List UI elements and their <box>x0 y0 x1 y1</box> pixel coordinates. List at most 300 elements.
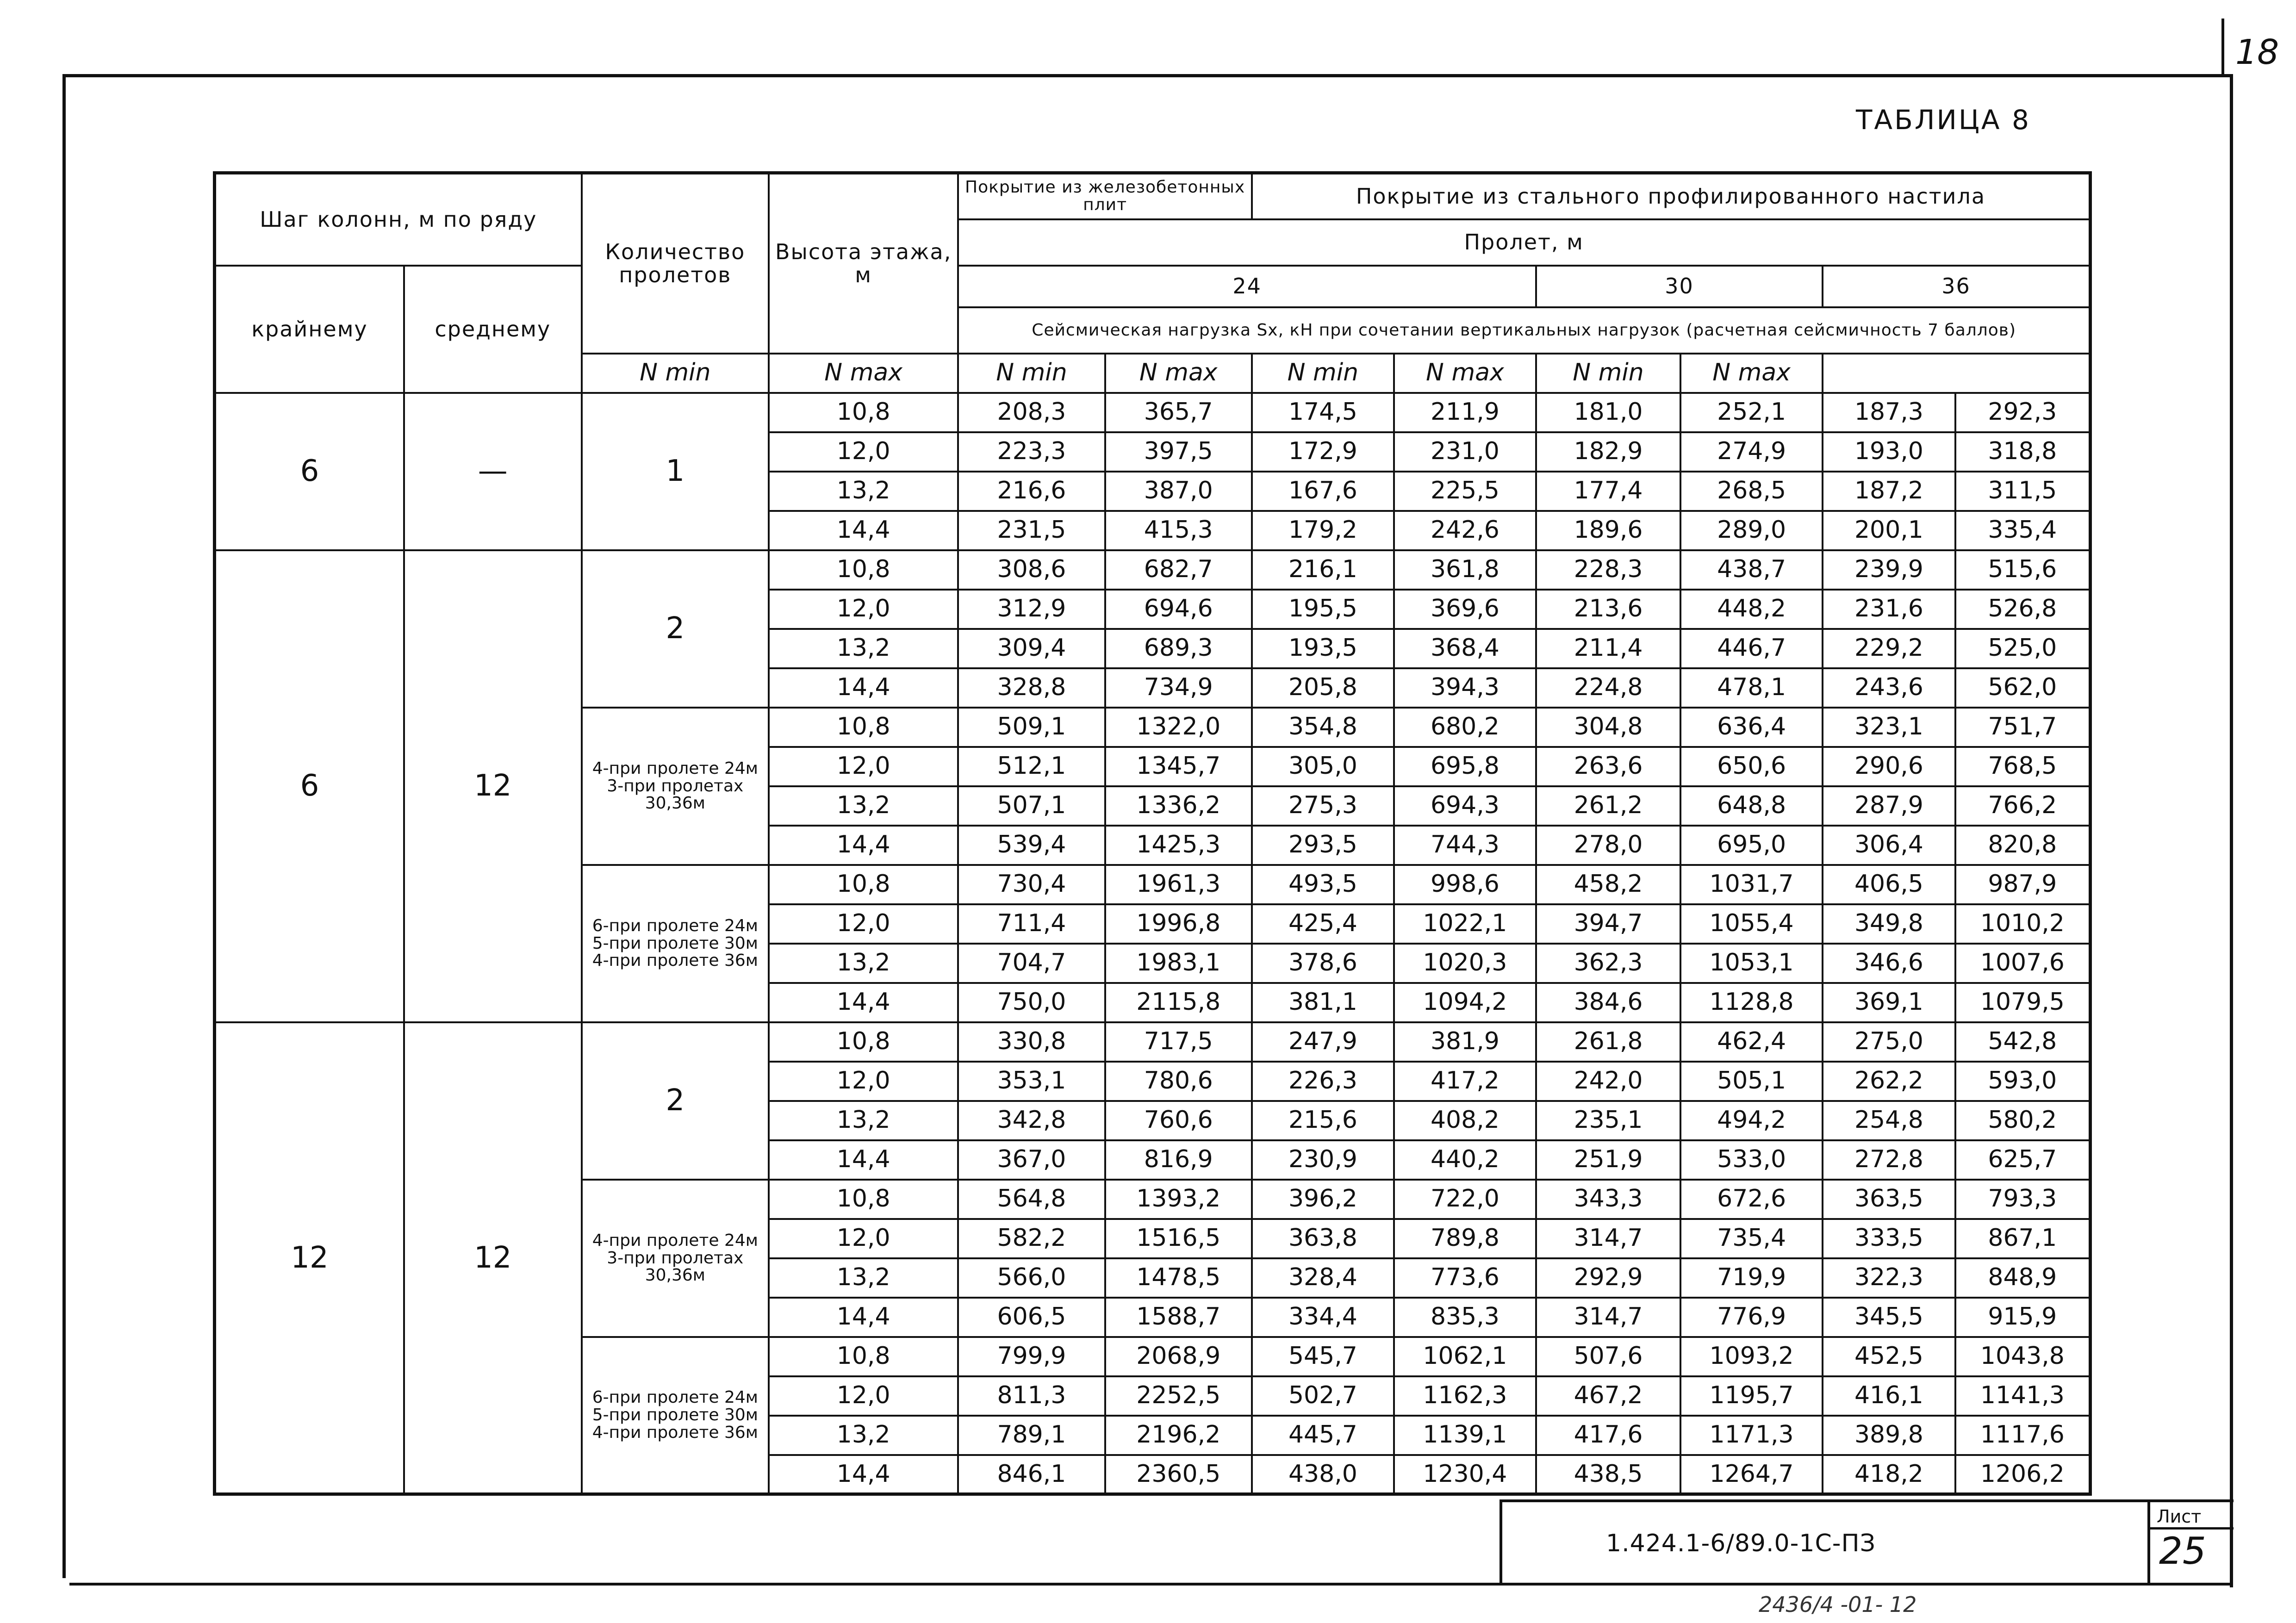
floor-height-cell: 13,2 <box>769 944 958 983</box>
load-value-cell: 1322,0 <box>1105 708 1252 747</box>
load-value-cell: 2196,2 <box>1105 1416 1252 1455</box>
load-value-cell: 268,5 <box>1680 472 1823 511</box>
table-row <box>215 1022 2091 1062</box>
sheet-label: Лист <box>2157 1506 2202 1527</box>
load-value-cell: 776,9 <box>1680 1298 1823 1337</box>
load-value-cell: 415,3 <box>1105 511 1252 550</box>
load-value-cell: 580,2 <box>1955 1101 2091 1140</box>
load-value-cell: 509,1 <box>958 708 1105 747</box>
load-value-cell: 225,5 <box>1394 472 1536 511</box>
floor-height-cell: 14,4 <box>769 1298 958 1337</box>
load-value-cell: 493,5 <box>1252 865 1394 904</box>
load-value-cell: 187,3 <box>1823 393 1955 432</box>
floor-height-cell: 13,2 <box>769 1101 958 1140</box>
load-value-cell: 177,4 <box>1536 472 1680 511</box>
frame-left-border <box>62 74 66 1578</box>
load-value-cell: 251,9 <box>1536 1140 1680 1180</box>
load-value-cell: 1588,7 <box>1105 1298 1252 1337</box>
load-value-cell: 625,7 <box>1955 1140 2091 1180</box>
load-value-cell: 1007,6 <box>1955 944 2091 983</box>
load-value-cell: 292,3 <box>1955 393 2091 432</box>
spans-count-cell: 6-при пролете 24м 5-при пролете 30м 4-при пролете 36м <box>582 865 769 1022</box>
load-value-cell: 1062,1 <box>1394 1337 1536 1376</box>
nmax-label: N max <box>1105 354 1252 393</box>
load-value-cell: 452,5 <box>1823 1337 1955 1376</box>
load-value-cell: 263,6 <box>1536 747 1680 786</box>
load-value-cell: 328,8 <box>958 668 1105 708</box>
load-value-cell: 287,9 <box>1823 786 1955 826</box>
load-value-cell: 998,6 <box>1394 865 1536 904</box>
load-value-cell: 515,6 <box>1955 550 2091 590</box>
load-value-cell: 247,9 <box>1252 1022 1394 1062</box>
load-value-cell: 730,4 <box>958 865 1105 904</box>
load-value-cell: 1425,3 <box>1105 826 1252 865</box>
floor-height-cell: 13,2 <box>769 1258 958 1298</box>
load-value-cell: 224,8 <box>1536 668 1680 708</box>
load-value-cell: 417,6 <box>1536 1416 1680 1455</box>
floor-height-cell: 13,2 <box>769 629 958 668</box>
load-value-cell: 1162,3 <box>1394 1376 1536 1416</box>
load-value-cell: 816,9 <box>1105 1140 1252 1180</box>
floor-height-cell: 12,0 <box>769 432 958 472</box>
load-value-cell: 462,4 <box>1680 1022 1823 1062</box>
load-value-cell: 353,1 <box>958 1062 1105 1101</box>
load-value-cell: 322,3 <box>1823 1258 1955 1298</box>
load-value-cell: 867,1 <box>1955 1219 2091 1258</box>
nmin-label: N min <box>1252 354 1394 393</box>
load-value-cell: 1139,1 <box>1394 1416 1536 1455</box>
load-value-cell: 231,5 <box>958 511 1105 550</box>
load-value-cell: 230,9 <box>1252 1140 1394 1180</box>
load-value-cell: 987,9 <box>1955 865 2091 904</box>
load-value-cell: 381,1 <box>1252 983 1394 1022</box>
load-value-cell: 228,3 <box>1536 550 1680 590</box>
floor-height-cell: 12,0 <box>769 1062 958 1101</box>
load-value-cell: 478,1 <box>1680 668 1823 708</box>
seismic-load-header: Сейсмическая нагрузка Sx, кН при сочетании вертикальных нагрузок (расчетная сейсмичность 7 баллов) <box>958 307 2090 354</box>
load-value-cell: 208,3 <box>958 393 1105 432</box>
load-value-cell: 438,0 <box>1252 1455 1394 1494</box>
load-value-cell: 231,6 <box>1823 590 1955 629</box>
load-value-cell: 416,1 <box>1823 1376 1955 1416</box>
load-value-cell: 682,7 <box>1105 550 1252 590</box>
load-value-cell: 820,8 <box>1955 826 2091 865</box>
load-value-cell: 289,0 <box>1680 511 1823 550</box>
table-row <box>215 393 2091 432</box>
load-value-cell: 328,4 <box>1252 1258 1394 1298</box>
load-value-cell: 650,6 <box>1680 747 1823 786</box>
load-value-cell: 361,8 <box>1394 550 1536 590</box>
load-value-cell: 505,1 <box>1680 1062 1823 1101</box>
load-value-cell: 216,6 <box>958 472 1105 511</box>
load-value-cell: 406,5 <box>1823 865 1955 904</box>
load-value-cell: 167,6 <box>1252 472 1394 511</box>
load-value-cell: 695,0 <box>1680 826 1823 865</box>
load-value-cell: 694,6 <box>1105 590 1252 629</box>
floor-height-cell: 13,2 <box>769 786 958 826</box>
load-value-cell: 389,8 <box>1823 1416 1955 1455</box>
load-value-cell: 1230,4 <box>1394 1455 1536 1494</box>
load-value-cell: 363,8 <box>1252 1219 1394 1258</box>
load-value-cell: 915,9 <box>1955 1298 2091 1337</box>
load-value-cell: 309,4 <box>958 629 1105 668</box>
floor-height-cell: 13,2 <box>769 1416 958 1455</box>
span-30-header: 30 <box>1536 266 1823 307</box>
load-value-cell: 397,5 <box>1105 432 1252 472</box>
nmax-label: N max <box>1394 354 1536 393</box>
load-value-cell: 1010,2 <box>1955 904 2091 944</box>
load-value-cell: 262,2 <box>1823 1062 1955 1101</box>
load-value-cell: 448,2 <box>1680 590 1823 629</box>
load-value-cell: 193,0 <box>1823 432 1955 472</box>
load-value-cell: 533,0 <box>1680 1140 1823 1180</box>
spans-count-cell: 4-при пролете 24м 3-при пролетах 30,36м <box>582 1180 769 1337</box>
load-value-cell: 1141,3 <box>1955 1376 2091 1416</box>
nmin-label: N min <box>582 354 769 393</box>
load-value-cell: 335,4 <box>1955 511 2091 550</box>
load-value-cell: 213,6 <box>1536 590 1680 629</box>
load-value-cell: 189,6 <box>1536 511 1680 550</box>
load-value-cell: 502,7 <box>1252 1376 1394 1416</box>
load-value-cell: 526,8 <box>1955 590 2091 629</box>
load-value-cell: 2252,5 <box>1105 1376 1252 1416</box>
load-value-cell: 744,3 <box>1394 826 1536 865</box>
load-value-cell: 172,9 <box>1252 432 1394 472</box>
load-value-cell: 369,6 <box>1394 590 1536 629</box>
load-value-cell: 362,3 <box>1536 944 1680 983</box>
load-value-cell: 695,8 <box>1394 747 1536 786</box>
corner-stub <box>2221 19 2224 74</box>
load-value-cell: 229,2 <box>1823 629 1955 668</box>
spans-count-cell: 1 <box>582 393 769 550</box>
load-value-cell: 440,2 <box>1394 1140 1536 1180</box>
load-value-cell: 308,6 <box>958 550 1105 590</box>
load-value-cell: 226,3 <box>1252 1062 1394 1101</box>
load-value-cell: 2115,8 <box>1105 983 1252 1022</box>
load-value-cell: 542,8 <box>1955 1022 2091 1062</box>
load-value-cell: 200,1 <box>1823 511 1955 550</box>
load-value-cell: 330,8 <box>958 1022 1105 1062</box>
load-value-cell: 704,7 <box>958 944 1105 983</box>
load-value-cell: 425,4 <box>1252 904 1394 944</box>
load-value-cell: 323,1 <box>1823 708 1955 747</box>
floor-height-cell: 12,0 <box>769 590 958 629</box>
load-value-cell: 1128,8 <box>1680 983 1823 1022</box>
load-value-cell: 789,1 <box>958 1416 1105 1455</box>
load-value-cell: 717,5 <box>1105 1022 1252 1062</box>
load-value-cell: 275,3 <box>1252 786 1394 826</box>
load-value-cell: 1206,2 <box>1955 1455 2091 1494</box>
load-value-cell: 408,2 <box>1394 1101 1536 1140</box>
load-value-cell: 1055,4 <box>1680 904 1823 944</box>
load-value-cell: 195,5 <box>1252 590 1394 629</box>
load-value-cell: 1093,2 <box>1680 1337 1823 1376</box>
floor-height-cell: 12,0 <box>769 904 958 944</box>
load-value-cell: 564,8 <box>958 1180 1105 1219</box>
load-value-cell: 606,5 <box>958 1298 1105 1337</box>
load-value-cell: 719,9 <box>1680 1258 1823 1298</box>
edge-column-step: 6 <box>215 393 404 550</box>
load-value-cell: 223,3 <box>958 432 1105 472</box>
load-value-cell: 369,1 <box>1823 983 1955 1022</box>
nmin-label: N min <box>1536 354 1680 393</box>
table-row <box>215 550 2091 590</box>
table-caption: ТАБЛИЦА 8 <box>1856 104 2031 136</box>
load-value-cell: 1043,8 <box>1955 1337 2091 1376</box>
load-value-cell: 1094,2 <box>1394 983 1536 1022</box>
load-value-cell: 278,0 <box>1536 826 1680 865</box>
load-value-cell: 292,9 <box>1536 1258 1680 1298</box>
floor-height-cell: 14,4 <box>769 1140 958 1180</box>
load-value-cell: 306,4 <box>1823 826 1955 865</box>
load-value-cell: 211,4 <box>1536 629 1680 668</box>
load-value-cell: 367,0 <box>958 1140 1105 1180</box>
middle-row-header: среднему <box>404 266 582 393</box>
load-value-cell: 290,6 <box>1823 747 1955 786</box>
load-value-cell: 793,3 <box>1955 1180 2091 1219</box>
load-value-cell: 811,3 <box>958 1376 1105 1416</box>
load-value-cell: 593,0 <box>1955 1062 2091 1101</box>
floor-height-cell: 10,8 <box>769 1180 958 1219</box>
load-value-cell: 394,7 <box>1536 904 1680 944</box>
load-value-cell: 1996,8 <box>1105 904 1252 944</box>
floor-height-cell: 14,4 <box>769 983 958 1022</box>
load-value-cell: 193,5 <box>1252 629 1394 668</box>
load-value-cell: 363,5 <box>1823 1180 1955 1219</box>
load-value-cell: 181,0 <box>1536 393 1680 432</box>
load-value-cell: 766,2 <box>1955 786 2091 826</box>
load-value-cell: 680,2 <box>1394 708 1536 747</box>
edge-column-step: 12 <box>215 1022 404 1494</box>
load-value-cell: 318,8 <box>1955 432 2091 472</box>
nmax-label: N max <box>769 354 958 393</box>
load-value-cell: 387,0 <box>1105 472 1252 511</box>
middle-column-step: 12 <box>404 1022 582 1494</box>
load-value-cell: 334,4 <box>1252 1298 1394 1337</box>
edge-column-step: 6 <box>215 550 404 1022</box>
load-value-cell: 275,0 <box>1823 1022 1955 1062</box>
load-value-cell: 235,1 <box>1536 1101 1680 1140</box>
load-value-cell: 242,0 <box>1536 1062 1680 1101</box>
load-value-cell: 773,6 <box>1394 1258 1536 1298</box>
floor-height-cell: 12,0 <box>769 1376 958 1416</box>
load-value-cell: 354,8 <box>1252 708 1394 747</box>
load-value-cell: 342,8 <box>958 1101 1105 1140</box>
load-value-cell: 261,8 <box>1536 1022 1680 1062</box>
load-value-cell: 311,5 <box>1955 472 2091 511</box>
floor-height-cell: 10,8 <box>769 708 958 747</box>
load-value-cell: 2068,9 <box>1105 1337 1252 1376</box>
bottom-fragment-text: 2436/4 -01- 12 <box>1759 1592 1917 1617</box>
load-value-cell: 494,2 <box>1680 1101 1823 1140</box>
load-value-cell: 1022,1 <box>1394 904 1536 944</box>
load-value-cell: 751,7 <box>1955 708 2091 747</box>
load-value-cell: 254,8 <box>1823 1101 1955 1140</box>
rc-roof-header: Покрытие из железобетонных плит <box>958 173 1252 219</box>
floor-height-header: Высота этажа, м <box>769 173 958 354</box>
load-value-cell: 1393,2 <box>1105 1180 1252 1219</box>
load-value-cell: 467,2 <box>1536 1376 1680 1416</box>
sheet-top-number: 18 <box>2235 32 2279 72</box>
nmin-label: N min <box>958 354 1105 393</box>
load-value-cell: 239,9 <box>1823 550 1955 590</box>
load-value-cell: 545,7 <box>1252 1337 1394 1376</box>
floor-height-cell: 12,0 <box>769 747 958 786</box>
floor-height-cell: 10,8 <box>769 550 958 590</box>
load-value-cell: 272,8 <box>1823 1140 1955 1180</box>
load-value-cell: 1336,2 <box>1105 786 1252 826</box>
load-value-cell: 368,4 <box>1394 629 1536 668</box>
sheet-number: 25 <box>2159 1530 2206 1573</box>
load-value-cell: 1079,5 <box>1955 983 2091 1022</box>
load-value-cell: 458,2 <box>1536 865 1680 904</box>
span-header: Пролет, м <box>958 219 2090 266</box>
load-value-cell: 445,7 <box>1252 1416 1394 1455</box>
load-value-cell: 1478,5 <box>1105 1258 1252 1298</box>
load-value-cell: 2360,5 <box>1105 1455 1252 1494</box>
load-value-cell: 343,3 <box>1536 1180 1680 1219</box>
load-value-cell: 365,7 <box>1105 393 1252 432</box>
load-value-cell: 346,6 <box>1823 944 1955 983</box>
floor-height-cell: 10,8 <box>769 1337 958 1376</box>
span-24-header: 24 <box>958 266 1536 307</box>
load-value-cell: 216,1 <box>1252 550 1394 590</box>
load-value-cell: 438,5 <box>1536 1455 1680 1494</box>
spans-count-cell: 6-при пролете 24м 5-при пролете 30м 4-при пролете 36м <box>582 1337 769 1494</box>
load-value-cell: 304,8 <box>1536 708 1680 747</box>
load-value-cell: 378,6 <box>1252 944 1394 983</box>
load-value-cell: 349,8 <box>1823 904 1955 944</box>
floor-height-cell: 10,8 <box>769 1022 958 1062</box>
load-value-cell: 182,9 <box>1536 432 1680 472</box>
edge-row-header: крайнему <box>215 266 404 393</box>
load-value-cell: 780,6 <box>1105 1062 1252 1101</box>
load-value-cell: 179,2 <box>1252 511 1394 550</box>
floor-height-cell: 14,4 <box>769 826 958 865</box>
load-value-cell: 438,7 <box>1680 550 1823 590</box>
load-value-cell: 768,5 <box>1955 747 2091 786</box>
load-value-cell: 312,9 <box>958 590 1105 629</box>
load-value-cell: 582,2 <box>958 1219 1105 1258</box>
load-value-cell: 789,8 <box>1394 1219 1536 1258</box>
load-value-cell: 848,9 <box>1955 1258 2091 1298</box>
nmax-label: N max <box>1680 354 1823 393</box>
load-value-cell: 512,1 <box>958 747 1105 786</box>
load-value-cell: 345,5 <box>1823 1298 1955 1337</box>
floor-height-cell: 10,8 <box>769 393 958 432</box>
load-value-cell: 205,8 <box>1252 668 1394 708</box>
load-value-cell: 1516,5 <box>1105 1219 1252 1258</box>
load-value-cell: 211,9 <box>1394 393 1536 432</box>
load-value-cell: 835,3 <box>1394 1298 1536 1337</box>
load-value-cell: 174,5 <box>1252 393 1394 432</box>
load-value-cell: 314,7 <box>1536 1298 1680 1337</box>
load-value-cell: 381,9 <box>1394 1022 1536 1062</box>
load-value-cell: 846,1 <box>958 1455 1105 1494</box>
load-value-cell: 750,0 <box>958 983 1105 1022</box>
floor-height-cell: 13,2 <box>769 472 958 511</box>
table-body <box>215 173 2091 1494</box>
load-value-cell: 735,4 <box>1680 1219 1823 1258</box>
load-value-cell: 525,0 <box>1955 629 2091 668</box>
load-value-cell: 1053,1 <box>1680 944 1823 983</box>
spans-count-cell: 4-при пролете 24м 3-при пролетах 30,36м <box>582 708 769 865</box>
frame-top-border <box>62 74 2233 77</box>
floor-height-cell: 14,4 <box>769 511 958 550</box>
load-value-cell: 187,2 <box>1823 472 1955 511</box>
load-value-cell: 734,9 <box>1105 668 1252 708</box>
spans-count-header: Количество пролетов <box>582 173 769 354</box>
load-value-cell: 799,9 <box>958 1337 1105 1376</box>
load-value-cell: 1031,7 <box>1680 865 1823 904</box>
load-value-cell: 689,3 <box>1105 629 1252 668</box>
load-value-cell: 1195,7 <box>1680 1376 1823 1416</box>
load-value-cell: 418,2 <box>1823 1455 1955 1494</box>
load-value-cell: 1961,3 <box>1105 865 1252 904</box>
spans-count-cell: 2 <box>582 1022 769 1180</box>
load-value-cell: 562,0 <box>1955 668 2091 708</box>
middle-column-step: — <box>404 393 582 550</box>
load-value-cell: 672,6 <box>1680 1180 1823 1219</box>
span-36-header: 36 <box>1823 266 2090 307</box>
load-value-cell: 1171,3 <box>1680 1416 1823 1455</box>
load-value-cell: 711,4 <box>958 904 1105 944</box>
load-value-cell: 242,6 <box>1394 511 1536 550</box>
load-value-cell: 417,2 <box>1394 1062 1536 1101</box>
load-value-cell: 566,0 <box>958 1258 1105 1298</box>
floor-height-cell: 10,8 <box>769 865 958 904</box>
floor-height-cell: 12,0 <box>769 1219 958 1258</box>
steel-roof-header: Покрытие из стального профилированного настила <box>1252 173 2091 219</box>
load-value-cell: 760,6 <box>1105 1101 1252 1140</box>
load-value-cell: 446,7 <box>1680 629 1823 668</box>
load-value-cell: 305,0 <box>1252 747 1394 786</box>
load-value-cell: 1020,3 <box>1394 944 1536 983</box>
floor-height-cell: 14,4 <box>769 1455 958 1494</box>
document-code: 1.424.1-6/89.0-1С-ПЗ <box>1606 1530 1876 1557</box>
spans-count-cell: 2 <box>582 550 769 708</box>
load-value-cell: 648,8 <box>1680 786 1823 826</box>
load-value-cell: 1983,1 <box>1105 944 1252 983</box>
load-value-cell: 231,0 <box>1394 432 1536 472</box>
load-value-cell: 384,6 <box>1536 983 1680 1022</box>
load-value-cell: 394,3 <box>1394 668 1536 708</box>
load-value-cell: 293,5 <box>1252 826 1394 865</box>
load-value-cell: 261,2 <box>1536 786 1680 826</box>
load-value-cell: 539,4 <box>958 826 1105 865</box>
load-value-cell: 694,3 <box>1394 786 1536 826</box>
load-value-cell: 636,4 <box>1680 708 1823 747</box>
column-step-header: Шаг колонн, м по ряду <box>215 173 582 266</box>
load-value-cell: 314,7 <box>1536 1219 1680 1258</box>
title-block-divider <box>2147 1499 2150 1583</box>
load-value-cell: 507,6 <box>1536 1337 1680 1376</box>
frame-right-border <box>2230 74 2233 1587</box>
load-value-cell: 252,1 <box>1680 393 1823 432</box>
floor-height-cell: 14,4 <box>769 668 958 708</box>
load-value-cell: 507,1 <box>958 786 1105 826</box>
load-value-cell: 215,6 <box>1252 1101 1394 1140</box>
middle-column-step: 12 <box>404 550 582 1022</box>
load-value-cell: 274,9 <box>1680 432 1823 472</box>
load-value-cell: 1117,6 <box>1955 1416 2091 1455</box>
load-value-cell: 1264,7 <box>1680 1455 1823 1494</box>
load-value-cell: 333,5 <box>1823 1219 1955 1258</box>
load-value-cell: 722,0 <box>1394 1180 1536 1219</box>
load-value-cell: 243,6 <box>1823 668 1955 708</box>
load-value-cell: 396,2 <box>1252 1180 1394 1219</box>
load-value-cell: 1345,7 <box>1105 747 1252 786</box>
